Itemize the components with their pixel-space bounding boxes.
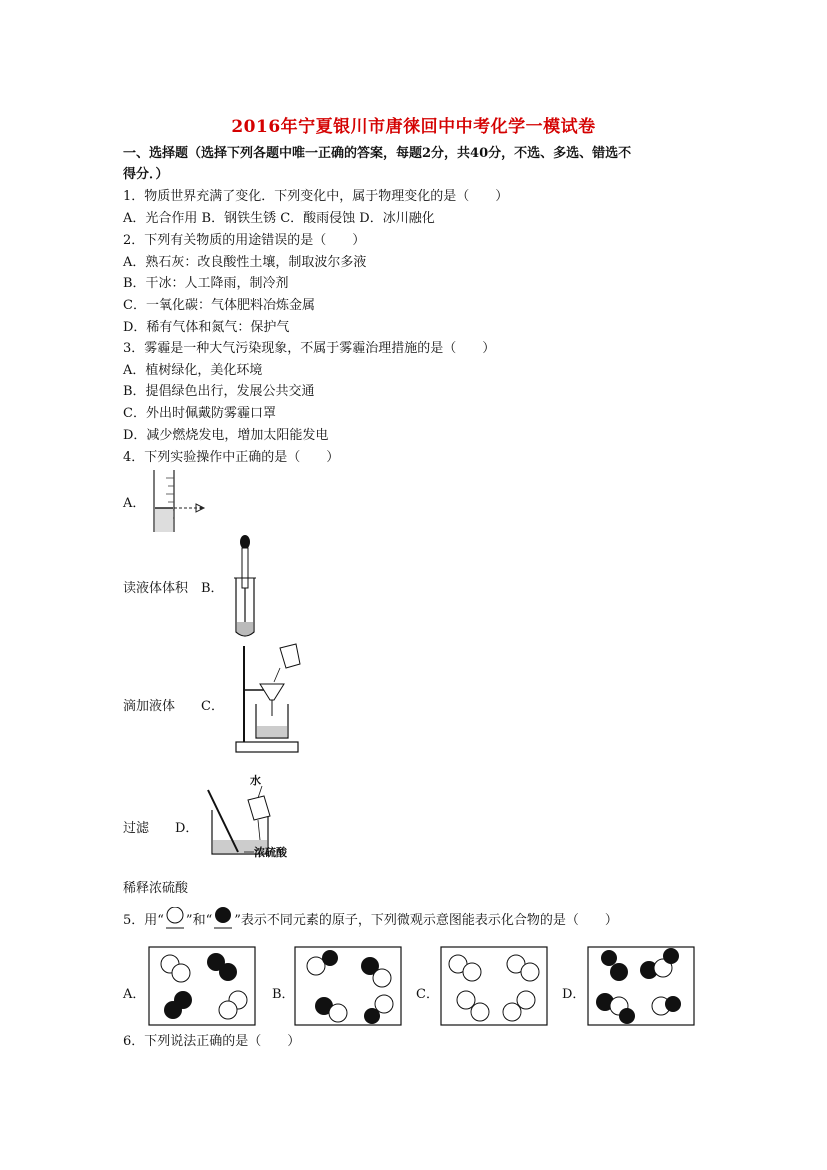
q3-option-d: D．减少燃烧发电，增加太阳能发电: [123, 428, 329, 443]
q5-option-a-label: A．: [123, 987, 146, 1002]
section-heading-line1: 一、选择题（选择下列各题中唯一正确的答案，每题2分，共40分，不选、多选、错选不: [123, 146, 632, 161]
q5-stem-mid: ”和“: [185, 913, 213, 928]
filtration-setup-figure: [234, 642, 304, 754]
q3-option-a: A．植树绿化，美化环境: [123, 363, 263, 378]
dropper-in-test-tube-figure: [230, 534, 260, 642]
q2-option-b: B．干冰：人工降雨，制冷剂: [123, 276, 289, 291]
white-atom-icon: [164, 907, 186, 929]
q4-after-d-text: 稀释浓硫酸: [123, 881, 189, 896]
q3-stem: 3．雾霾是一种大气污染现象，不属于雾霾治理措施的是（ ）: [123, 341, 496, 356]
q5-stem-pre: 5．用“: [123, 913, 164, 928]
q1-stem: 1．物质世界充满了变化．下列变化中，属于物理变化的是（ ）: [123, 189, 509, 204]
q4-option-a-label: A．: [123, 496, 146, 511]
q4-option-d-text: 过滤 D．: [123, 821, 199, 836]
water-label: 水: [250, 774, 261, 787]
q5-molecule-diagram-a: [148, 946, 256, 1026]
q3-option-b: B．提倡绿色出行，发展公共交通: [123, 384, 315, 399]
q3-option-c: C．外出时佩戴防雾霾口罩: [123, 406, 276, 421]
q2-stem: 2．下列有关物质的用途错误的是（ ）: [123, 233, 366, 248]
q2-option-d: D．稀有气体和氮气：保护气: [123, 320, 290, 335]
q2-option-c: C．一氧化碳：气体肥料冶炼金属: [123, 298, 315, 313]
page-title: 2016年宁夏银川市唐徕回中中考化学一模试卷: [231, 117, 596, 137]
diluting-sulfuric-acid-figure: [204, 770, 300, 862]
q4-option-b-text: 读液体体积 B．: [123, 581, 224, 596]
q6-stem: 6．下列说法正确的是（ ）: [123, 1034, 301, 1049]
q5-stem: [123, 913, 618, 929]
q5-molecule-diagram-b: [294, 946, 402, 1026]
q2-option-a: A．熟石灰：改良酸性土壤，制取波尔多液: [123, 255, 367, 270]
black-atom-icon: [212, 907, 234, 929]
q5-option-b-label: B．: [272, 987, 295, 1002]
q1-options: A．光合作用 B．钢铁生锈 C．酸雨侵蚀 D．冰川融化: [123, 211, 435, 226]
section-heading-line2: 得分．）: [123, 167, 169, 182]
q5-molecule-diagram-c: [440, 946, 548, 1026]
q4-stem: 4．下列实验操作中正确的是（ ）: [123, 450, 340, 465]
q5-option-c-label: C．: [416, 987, 439, 1002]
graduated-cylinder-reading-figure: [146, 468, 208, 534]
q4-option-c-text: 滴加液体 C．: [123, 699, 224, 714]
sulfuric-acid-label: 浓硫酸: [254, 846, 287, 859]
q5-stem-post: ”表示不同元素的原子，下列微观示意图能表示化合物的是（ ）: [234, 913, 618, 928]
q5-option-d-label: D．: [562, 987, 586, 1002]
q5-molecule-diagram-d: [587, 946, 695, 1026]
